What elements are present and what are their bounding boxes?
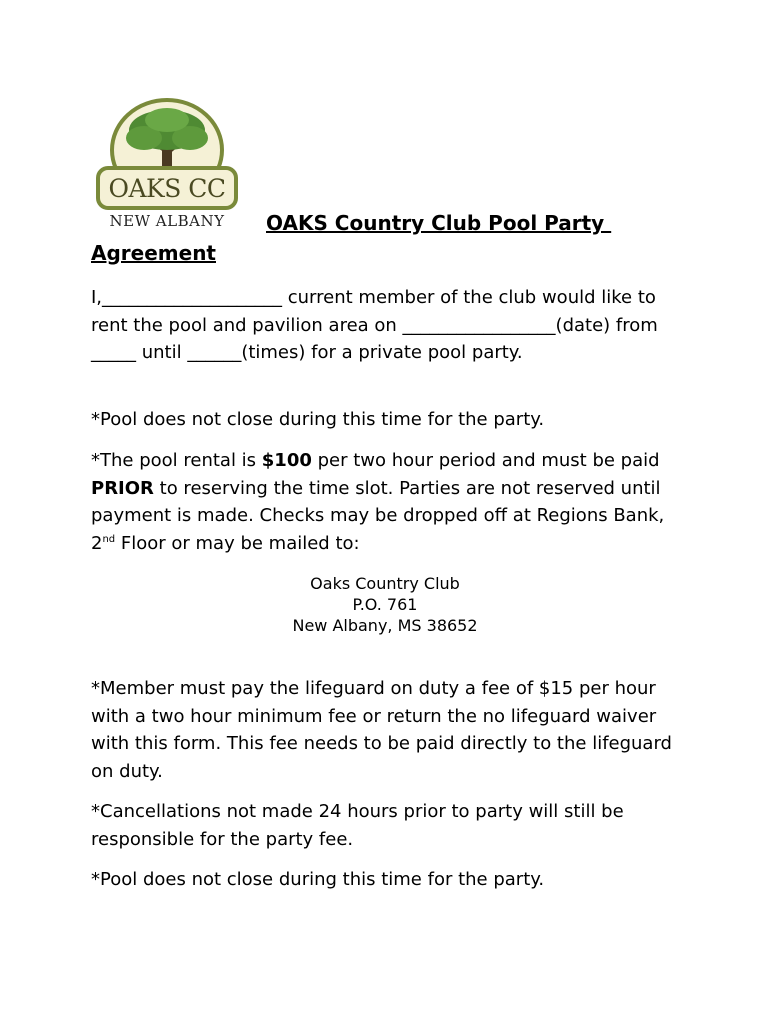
note-pool-open: *Pool does not close during this time for the party.	[91, 409, 545, 430]
rental-prior: PRIOR	[91, 477, 154, 499]
address-line-2: P.O. 761	[352, 595, 418, 614]
intro-text: I,____________________ current member of the club would like to rent the pool and pavilion area on _________________(date) from _____ until ______(times) for a private pool party.	[91, 287, 658, 363]
lifeguard-paragraph: *Member must pay the lifeguard on duty a fee of $15 per hour with a two hour minimum fee or return the no lifeguard waiver with this form. This fee needs to be paid directly to the lifeguard on duty.	[91, 678, 672, 782]
logo-mark-text: OAKS CC	[108, 174, 226, 203]
rental-text-3: to reserving the time slot. Parties are not reserved until payment is made. Checks may be dropped off at Regions Bank, 2	[91, 477, 665, 554]
rental-text-1: *The pool rental is	[91, 450, 262, 471]
address-line-3: New Albany, MS 38652	[292, 616, 478, 635]
document-title-continued: Agreement	[91, 241, 216, 265]
address-line-1: Oaks Country Club	[310, 574, 460, 593]
cancellation-paragraph: *Cancellations not made 24 hours prior to party will still be responsible for the party fee.	[91, 801, 624, 850]
rental-text-4: Floor or may be mailed to:	[115, 532, 360, 554]
mailing-address	[91, 573, 679, 636]
intro-paragraph	[91, 284, 691, 367]
document-title: OAKS Country Club Pool Party	[266, 211, 612, 235]
rental-paragraph	[91, 447, 691, 557]
oaks-cc-logo	[92, 92, 242, 234]
rental-price: $100	[261, 450, 312, 471]
logo-subtitle: NEW ALBANY	[109, 212, 225, 230]
rental-superscript: nd	[102, 533, 116, 545]
note-pool-open-repeat: *Pool does not close during this time for the party.	[91, 869, 545, 890]
rental-text-2: per two hour period and must be paid	[311, 450, 660, 471]
